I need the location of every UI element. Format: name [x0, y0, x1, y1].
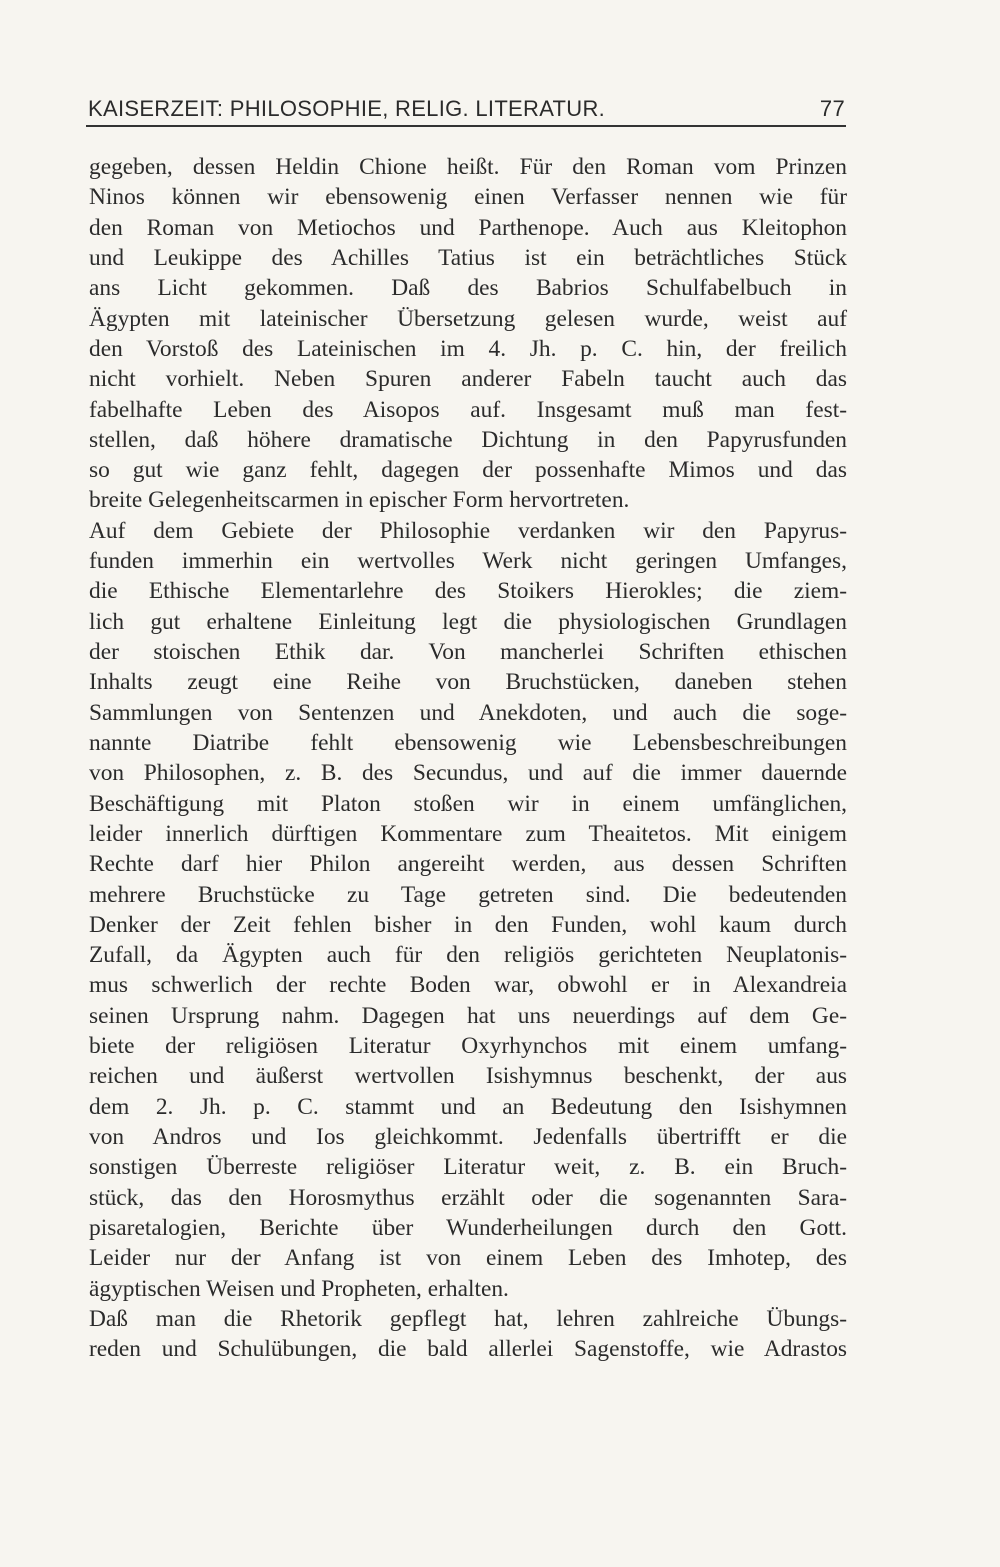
text-line: Zufall, da Ägypten auch für den religiös gerichteten Neuplatonis- [89, 942, 847, 969]
text-line: reichen und äußerst wertvollen Isishymnus beschenkt, der aus [89, 1063, 847, 1090]
text-line: funden immerhin ein wertvolles Werk nicht geringen Umfanges, [89, 548, 847, 575]
text-line: mus schwerlich der rechte Boden war, obwohl er in Alexandreia [89, 972, 847, 999]
text-line: lich gut erhaltene Einleitung legt die physiologischen Grundlagen [89, 608, 847, 635]
text-line: nicht vorhielt. Neben Spuren anderer Fabeln taucht auch das [89, 366, 847, 393]
text-line: stück, das den Horosmythus erzählt oder die sogenannten Sara- [89, 1184, 847, 1211]
running-header [88, 94, 845, 128]
text-line: die Ethische Elementarlehre des Stoikers Hierokles; die ziem- [89, 578, 847, 605]
text-line: biete der religiösen Literatur Oxyrhynchos mit einem umfang- [89, 1033, 847, 1060]
text-line: Ninos können wir ebensowenig einen Verfasser nennen wie für [89, 184, 847, 211]
text-line: und Leukippe des Achilles Tatius ist ein beträchtliches Stück [89, 244, 847, 271]
text-line: Daß man die Rhetorik gepflegt hat, lehren zahlreiche Übungs- [89, 1305, 847, 1332]
text-line: Beschäftigung mit Platon stoßen wir in einem umfänglichen, [89, 790, 847, 817]
text-line: den Roman von Metiochos und Parthenope. Auch aus Kleitophon [89, 214, 847, 241]
text-line: Denker der Zeit fehlen bisher in den Funden, wohl kaum durch [89, 911, 847, 938]
text-line: gegeben, dessen Heldin Chione heißt. Für den Roman vom Prinzen [89, 154, 847, 180]
text-line: dem 2. Jh. p. C. stammt und an Bedeutung den Isishymnen [89, 1093, 847, 1120]
text-line: stellen, daß höhere dramatische Dichtung in den Papyrusfunden [89, 426, 847, 453]
text-line: Sammlungen von Sentenzen und Anekdoten, und auch die soge- [89, 699, 847, 726]
text-line: von Andros und Ios gleichkommt. Jedenfalls übertrifft er die [89, 1124, 847, 1150]
text-line: ans Licht gekommen. Daß des Babrios Schulfabelbuch in [89, 275, 847, 302]
text-line: pisaretalogien, Berichte über Wunderheilungen durch den Gott. [89, 1214, 847, 1241]
text-line: der stoischen Ethik dar. Von mancherlei Schriften ethischen [89, 639, 847, 665]
text-line: Ägypten mit lateinischer Übersetzung gelesen wurde, weist auf [89, 305, 847, 332]
header-rule [86, 125, 846, 127]
text-line: ägyptischen Weisen und Propheten, erhalten. [89, 1275, 509, 1302]
text-line: so gut wie ganz fehlt, dagegen der possenhafte Mimos und das [89, 457, 847, 484]
text-line: Auf dem Gebiete der Philosophie verdanken wir den Papyrus- [89, 517, 847, 544]
body-text [89, 152, 847, 1365]
text-line: leider innerlich dürftigen Kommentare zum Theaitetos. Mit einigem [89, 820, 847, 847]
text-line: Rechte darf hier Philon angereiht werden, aus dessen Schriften [89, 851, 847, 878]
text-line: seinen Ursprung nahm. Dagegen hat uns neuerdings auf dem Ge- [89, 1002, 847, 1029]
text-line: fabelhafte Leben des Aisopos auf. Insgesamt muß man fest- [89, 396, 847, 423]
text-line: den Vorstoß des Lateinischen im 4. Jh. p. C. hin, der freilich [89, 335, 847, 362]
running-title: KAISERZEIT: PHILOSOPHIE, RELIG. LITERATUR. [88, 96, 606, 121]
text-line: Leider nur der Anfang ist von einem Leben des Imhotep, des [89, 1245, 847, 1272]
text-line: nannte Diatribe fehlt ebensowenig wie Lebensbeschreibungen [89, 729, 847, 756]
text-line: sonstigen Überreste religiöser Literatur weit, z. B. ein Bruch- [89, 1154, 847, 1181]
text-line: Inhalts zeugt eine Reihe von Bruchstücken, daneben stehen [89, 669, 847, 696]
text-line: breite Gelegenheitscarmen in epischer Form hervortreten. [89, 487, 630, 514]
text-line: von Philosophen, z. B. des Secundus, und auf die immer dauernde [89, 760, 847, 787]
page-number: 77 [819, 96, 845, 121]
text-line: reden und Schulübungen, die bald allerlei Sagenstoffe, wie Adrastos [89, 1336, 847, 1363]
text-line: mehrere Bruchstücke zu Tage getreten sind. Die bedeutenden [89, 881, 847, 908]
